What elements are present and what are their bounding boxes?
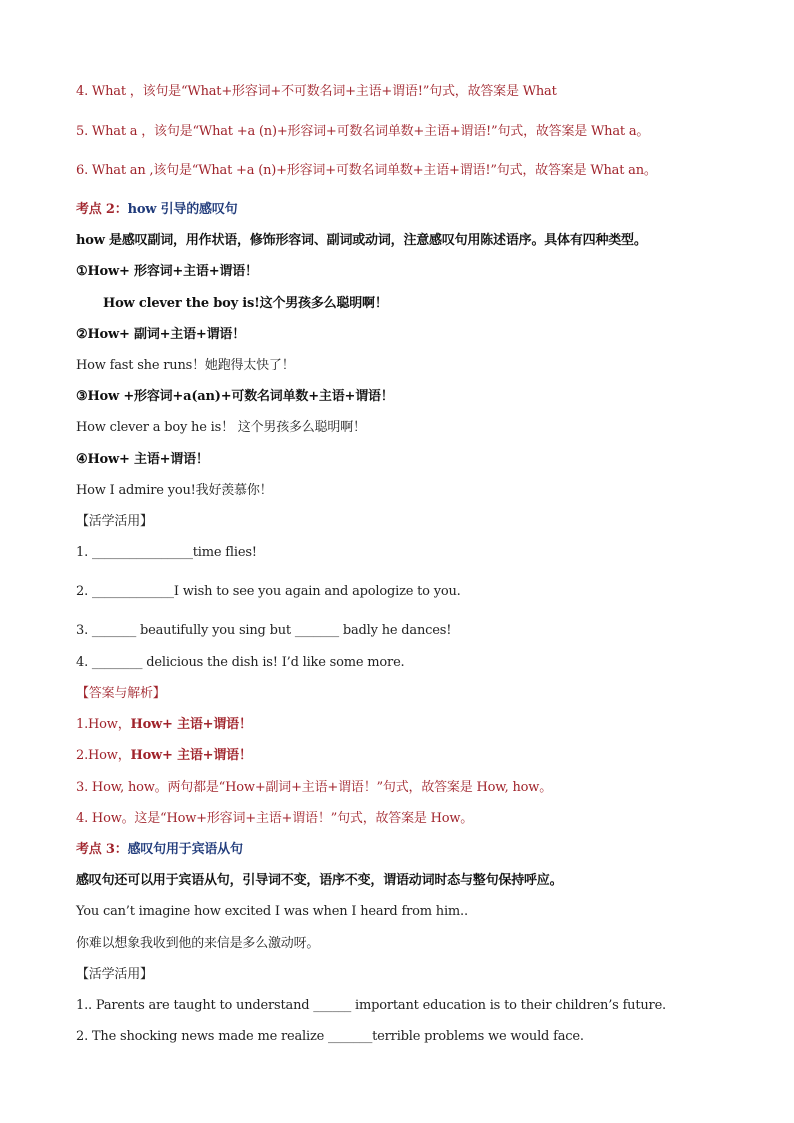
exercise-1-text: time flies! (192, 545, 257, 560)
exercise-4: 4. ________ delicious the dish is! I’d like some more. (76, 655, 405, 670)
section2-intro: how 是感叹副词，用作状语，修饰形容词、副词或动词，注意感叹句用陈述语序。具体有四种类型。 (76, 233, 647, 248)
answer-line-4: 4. What ，该句是“What+形容词+不可数名词+主语+谓语!”句式，故答案是 What (76, 84, 557, 99)
section3-intro: 感叹句还可以用于宾语从句，引导词不变，语序不变，谓语动词时态与整句保持呼应。 (76, 873, 563, 888)
section3-heading-prefix: 考点 3： (76, 842, 128, 857)
section3-exercise-1: 1.. Parents are taught to understand ______ important education is to their children’s future. (76, 998, 666, 1013)
type2-example: How fast she runs！她跑得太快了！ (76, 358, 295, 373)
section3-heading-text: 感叹句用于宾语从句 (127, 842, 243, 857)
exercise-2-text: I wish to see you again and apologize to you. (173, 584, 461, 599)
practice-title-1: 【活学活用】 (76, 514, 153, 529)
answer-1-prefix: 1.How， (76, 717, 131, 732)
answer-line-6: 6. What an ,该句是“What +a (n)+形容词+可数名词单数+主语+谓语!”句式，故答案是 What an。 (76, 163, 657, 178)
answer-2-rule: How+ 主语+谓语！ (130, 748, 252, 763)
section3-exercise-2: 2. The shocking news made me realize _______terrible problems we would face. (76, 1029, 584, 1044)
type2-rule: ②How+ 副词+主语+谓语！ (76, 327, 246, 342)
type4-rule: ④How+ 主语+谓语！ (76, 452, 209, 467)
answer-line-5: 5. What a ，该句是“What +a (n)+形容词+可数名词单数+主语+谓语!”句式，故答案是 What a。 (76, 124, 650, 139)
section2-heading-prefix: 考点 2： (76, 202, 128, 217)
exercise-2 (76, 583, 461, 601)
answer-4: 4. How。这是“How+形容词+主语+谓语！”句式，故答案是 How。 (76, 811, 474, 826)
exercise-1 (76, 544, 257, 562)
practice-title-2: 【活学活用】 (76, 967, 153, 982)
type3-rule: ③How +形容词+a(an)+可数名词单数+主语+谓语！ (76, 389, 394, 404)
type1-rule: ①How+ 形容词+主语+谓语！ (76, 264, 258, 279)
answer-2-prefix: 2.How， (76, 748, 131, 763)
answer-3: 3. How, how。两句都是“How+副词+主语+谓语！”句式，故答案是 How, how。 (76, 780, 553, 795)
exercise-2-blank: _____________ (91, 584, 174, 599)
section2-heading-text: how 引导的感叹句 (127, 202, 238, 217)
type4-example: How I admire you!我好羡慕你！ (76, 483, 273, 498)
answer-title: 【答案与解析】 (76, 686, 166, 701)
type1-example: How clever the boy is!这个男孩多么聪明啊！ (103, 296, 388, 311)
section2-heading (76, 201, 237, 219)
exercise-1-num: 1. (76, 545, 89, 560)
section3-heading (76, 841, 243, 859)
answer-1-rule: How+ 主语+谓语！ (130, 717, 252, 732)
type3-example: How clever a boy he is！ 这个男孩多么聪明啊！ (76, 420, 366, 435)
exercise-2-num: 2. (76, 584, 89, 599)
answer-1 (76, 716, 252, 734)
exercise-1-blank: ________________ (91, 545, 193, 560)
section3-example-en: You can’t imagine how excited I was when I heard from him.. (76, 904, 468, 919)
exercise-3: 3. _______ beautifully you sing but _______ badly he dances! (76, 623, 452, 638)
section3-example-cn: 你难以想象我收到他的来信是多么激动呀。 (76, 936, 320, 951)
answer-2 (76, 747, 252, 765)
